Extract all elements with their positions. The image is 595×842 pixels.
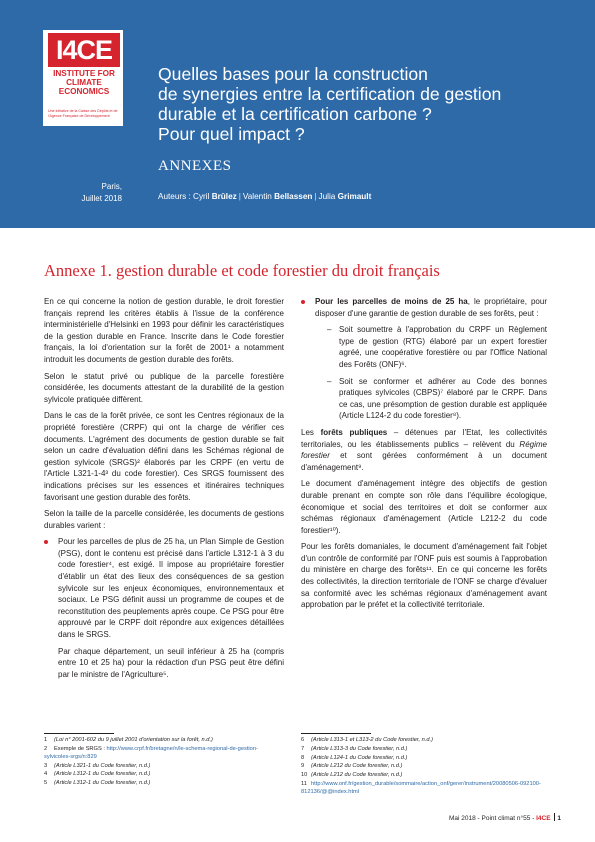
left-column <box>44 296 284 685</box>
header-banner <box>0 0 595 228</box>
author-last: Bellassen <box>274 192 313 201</box>
page-footer: Mai 2018 - Point climat n°55 - I4CE 1 <box>448 815 561 822</box>
footer-brand: I4CE <box>536 815 551 822</box>
page-number: 1 <box>557 815 561 822</box>
footnote: 5 (Article L312-1 du Code forestier, n.d.) <box>44 780 151 787</box>
footnote: 6 (Article L313-1 et L313-2 du Code forestier, n.d.) <box>301 737 434 743</box>
footnote: 8 (Article L124-1 du Code forestier, n.d.) <box>301 754 408 761</box>
author-last: Brûlez <box>211 192 237 201</box>
dash-item: – Soit se conformer et adhérer au Code des bonnes pratiques sylvicoles (CBPS)⁷ élaboré par le CRPF. Dans ce cas, une présomption de gestion durable est appliquée (Article L124-2 du code forestier⁸). <box>327 376 547 421</box>
paragraph: Pour les parcelles de moins de 25 ha, le propriétaire, pour disposer d'une garantie de gestion durable de ses forêts, peut : <box>315 297 547 318</box>
footnote-link[interactable]: http://www.crpf.fr/bretagne/n/le-schema-regional-de-gestion-sylvicoles-srgs/n:829 <box>44 745 258 760</box>
bullet-dot-icon <box>301 300 305 304</box>
author-last: Grimault <box>337 192 372 201</box>
footnote-link[interactable]: http://www.onf.fr/gestion_durable/sommaire/action_onf/gerer/instrument/20080506-092100-812136/@@index.html <box>301 780 541 795</box>
bullet-item <box>44 536 284 680</box>
right-column <box>301 296 547 616</box>
footnote: 3 (Article L321-1 du Code forestier, n.d.) <box>44 762 151 769</box>
footnote: 4 (Article L312-1 du Code forestier, n.d.) <box>44 771 151 778</box>
footnote: 11 http://www.onf.fr/gestion_durable/sommaire/action_onf/gerer/instrument/20080506-092100-812136/@@index.html <box>301 780 541 795</box>
paragraph: En ce qui concerne la notion de gestion durable, le droit forestier français reprend les critères établis à l'issue de la conférence interministérielle d'Helsinki en 1993 pour définir les caractéristiques de la gestion durable en France. Inscrite dans le Code forestier français, la loi d'orientation sur la forêt de 2001¹ a notamment introduit les documents de gestion durable des forêts. <box>44 297 284 364</box>
footnotes-left <box>44 736 284 788</box>
footer-divider <box>554 813 555 821</box>
footnote: 2 Exemple de SRGS : http://www.crpf.fr/bretagne/n/le-schema-regional-de-gestion-sylvicoles-srgs/n:829 <box>44 745 258 760</box>
authors-line: Auteurs : Cyril Brûlez | Valentin Bellassen | Julia Grimault <box>158 192 372 201</box>
paragraph: Par chaque département, un seuil inférieur à 25 ha (compris entre 10 et 25 ha) pour la rédaction d'un PSG peut être défini par le ministre de l'Agriculture⁵. <box>58 646 284 679</box>
paragraph: Pour les parcelles de plus de 25 ha, un Plan Simple de Gestion (PSG), dont le contenu est précisé dans l'article L312-1 à 3 du code forestier⁴, est exigé. Il impose au propriétaire forestier d'établir un état des lieux des conséquences de sa gestion sylvicole sur les enjeux économiques, environnementaux et sociaux. Le PSG définit aussi un programme de coupes et de reconstitution des peuplements après coupe. Ce PSG pour être approuvé par le CRPF doit répondre aux exigences détaillées dans le SRGS. <box>58 537 284 640</box>
footnote: 7 (Article L313-3 du Code forestier, n.d.) <box>301 745 408 752</box>
bullet-dot-icon <box>44 540 48 544</box>
footnotes-right <box>301 736 547 797</box>
paragraph: Les forêts publiques – détenues par l'Etat, les collectivités territoriales, ou les établissements publics – relèvent du Régime forestier et sont gérées conformément à un document d'aménagement⁹. <box>301 427 547 472</box>
logo-name: INSTITUTE FOR CLIMATE ECONOMICS <box>53 69 115 96</box>
paragraph: Pour les forêts domaniales, le document d'aménagement fait l'objet d'un contrôle de conformité par l'ONF puis est soumis à l'approbation du ministère en charge des forêts¹¹. En ce qui concerne les forêts des collectivités, la direction territoriale de l'ONF se charge d'évaluer sa conformité avec les schémas régionaux d'aménagement avant approbation par le préfet et la collectivité territoriale. <box>301 542 547 610</box>
page-title: Quelles bases pour la construction de synergies entre la certification de gestion durable et la certification carbone ? Pour quel impact ? <box>158 64 502 144</box>
dash-item: – Soit soumettre à l'approbation du CRPF un Règlement type de gestion (RTG) élaboré par un expert forestier agréé, une coopérative forestière ou par l'Office National des Forêts (ONF)⁶. <box>327 325 547 369</box>
paragraph: Selon le statut privé ou publique de la parcelle forestière considérée, les documents attestant de la durabilité de la gestion sylvicole pratiquée diffèrent. <box>44 371 284 404</box>
annex-heading: Annexe 1. gestion durable et code forestier du droit français <box>44 261 440 280</box>
footnote: 1 (Loi n° 2001-602 du 9 juillet 2001 d'orientation sur la forêt, n.d.) <box>44 737 213 743</box>
footnote: 9 (Article L212 du Code forestier, n.d.) <box>301 763 403 770</box>
author-first: Cyril <box>193 192 210 201</box>
logo-mark: I4CE <box>48 33 120 67</box>
paragraph: Selon la taille de la parcelle considérée, les documents de gestions durables varient : <box>44 509 284 530</box>
author-first: Julia <box>318 192 336 201</box>
footnote-rule <box>44 733 114 734</box>
subtitle: ANNEXES <box>158 158 232 174</box>
i4ce-logo <box>43 30 123 126</box>
author-first: Valentin <box>242 192 272 201</box>
paragraph: Le document d'aménagement intègre des objectifs de gestion durable prenant en compte son rôle dans l'équilibre écologique, économique et social des territoires et doit se conformer aux schémas régionaux d'aménagement (Article L212-2 du code forestier¹⁰). <box>301 479 547 535</box>
logo-tagline: Une initiative de la Caisse des Dépôts et de l'Agence Française de Développement <box>48 109 118 118</box>
footnote-rule <box>301 733 371 734</box>
footnote: 10 (Article L212 du Code forestier, n.d.) <box>301 772 403 779</box>
paragraph: Dans le cas de la forêt privée, ce sont les Centres régionaux de la propriété forestière (CRPF) qui ont la charge de vérifier ces documents. L'agrément des documents de gestion durable se fait selon un cadre d'évaluation défini dans les Schémas régional de gestion sylvicole (SRGS)² élaborés par les CRPF (en vertu de l'Article L321-1-4³ du code forestier). Ces SRGS fournissent des indications précises sur les essences et itinéraires techniques favorisant une gestion durable des forêts. <box>44 411 284 502</box>
bullet-item <box>301 296 547 422</box>
place-date: Paris, Juillet 2018 <box>81 182 122 203</box>
